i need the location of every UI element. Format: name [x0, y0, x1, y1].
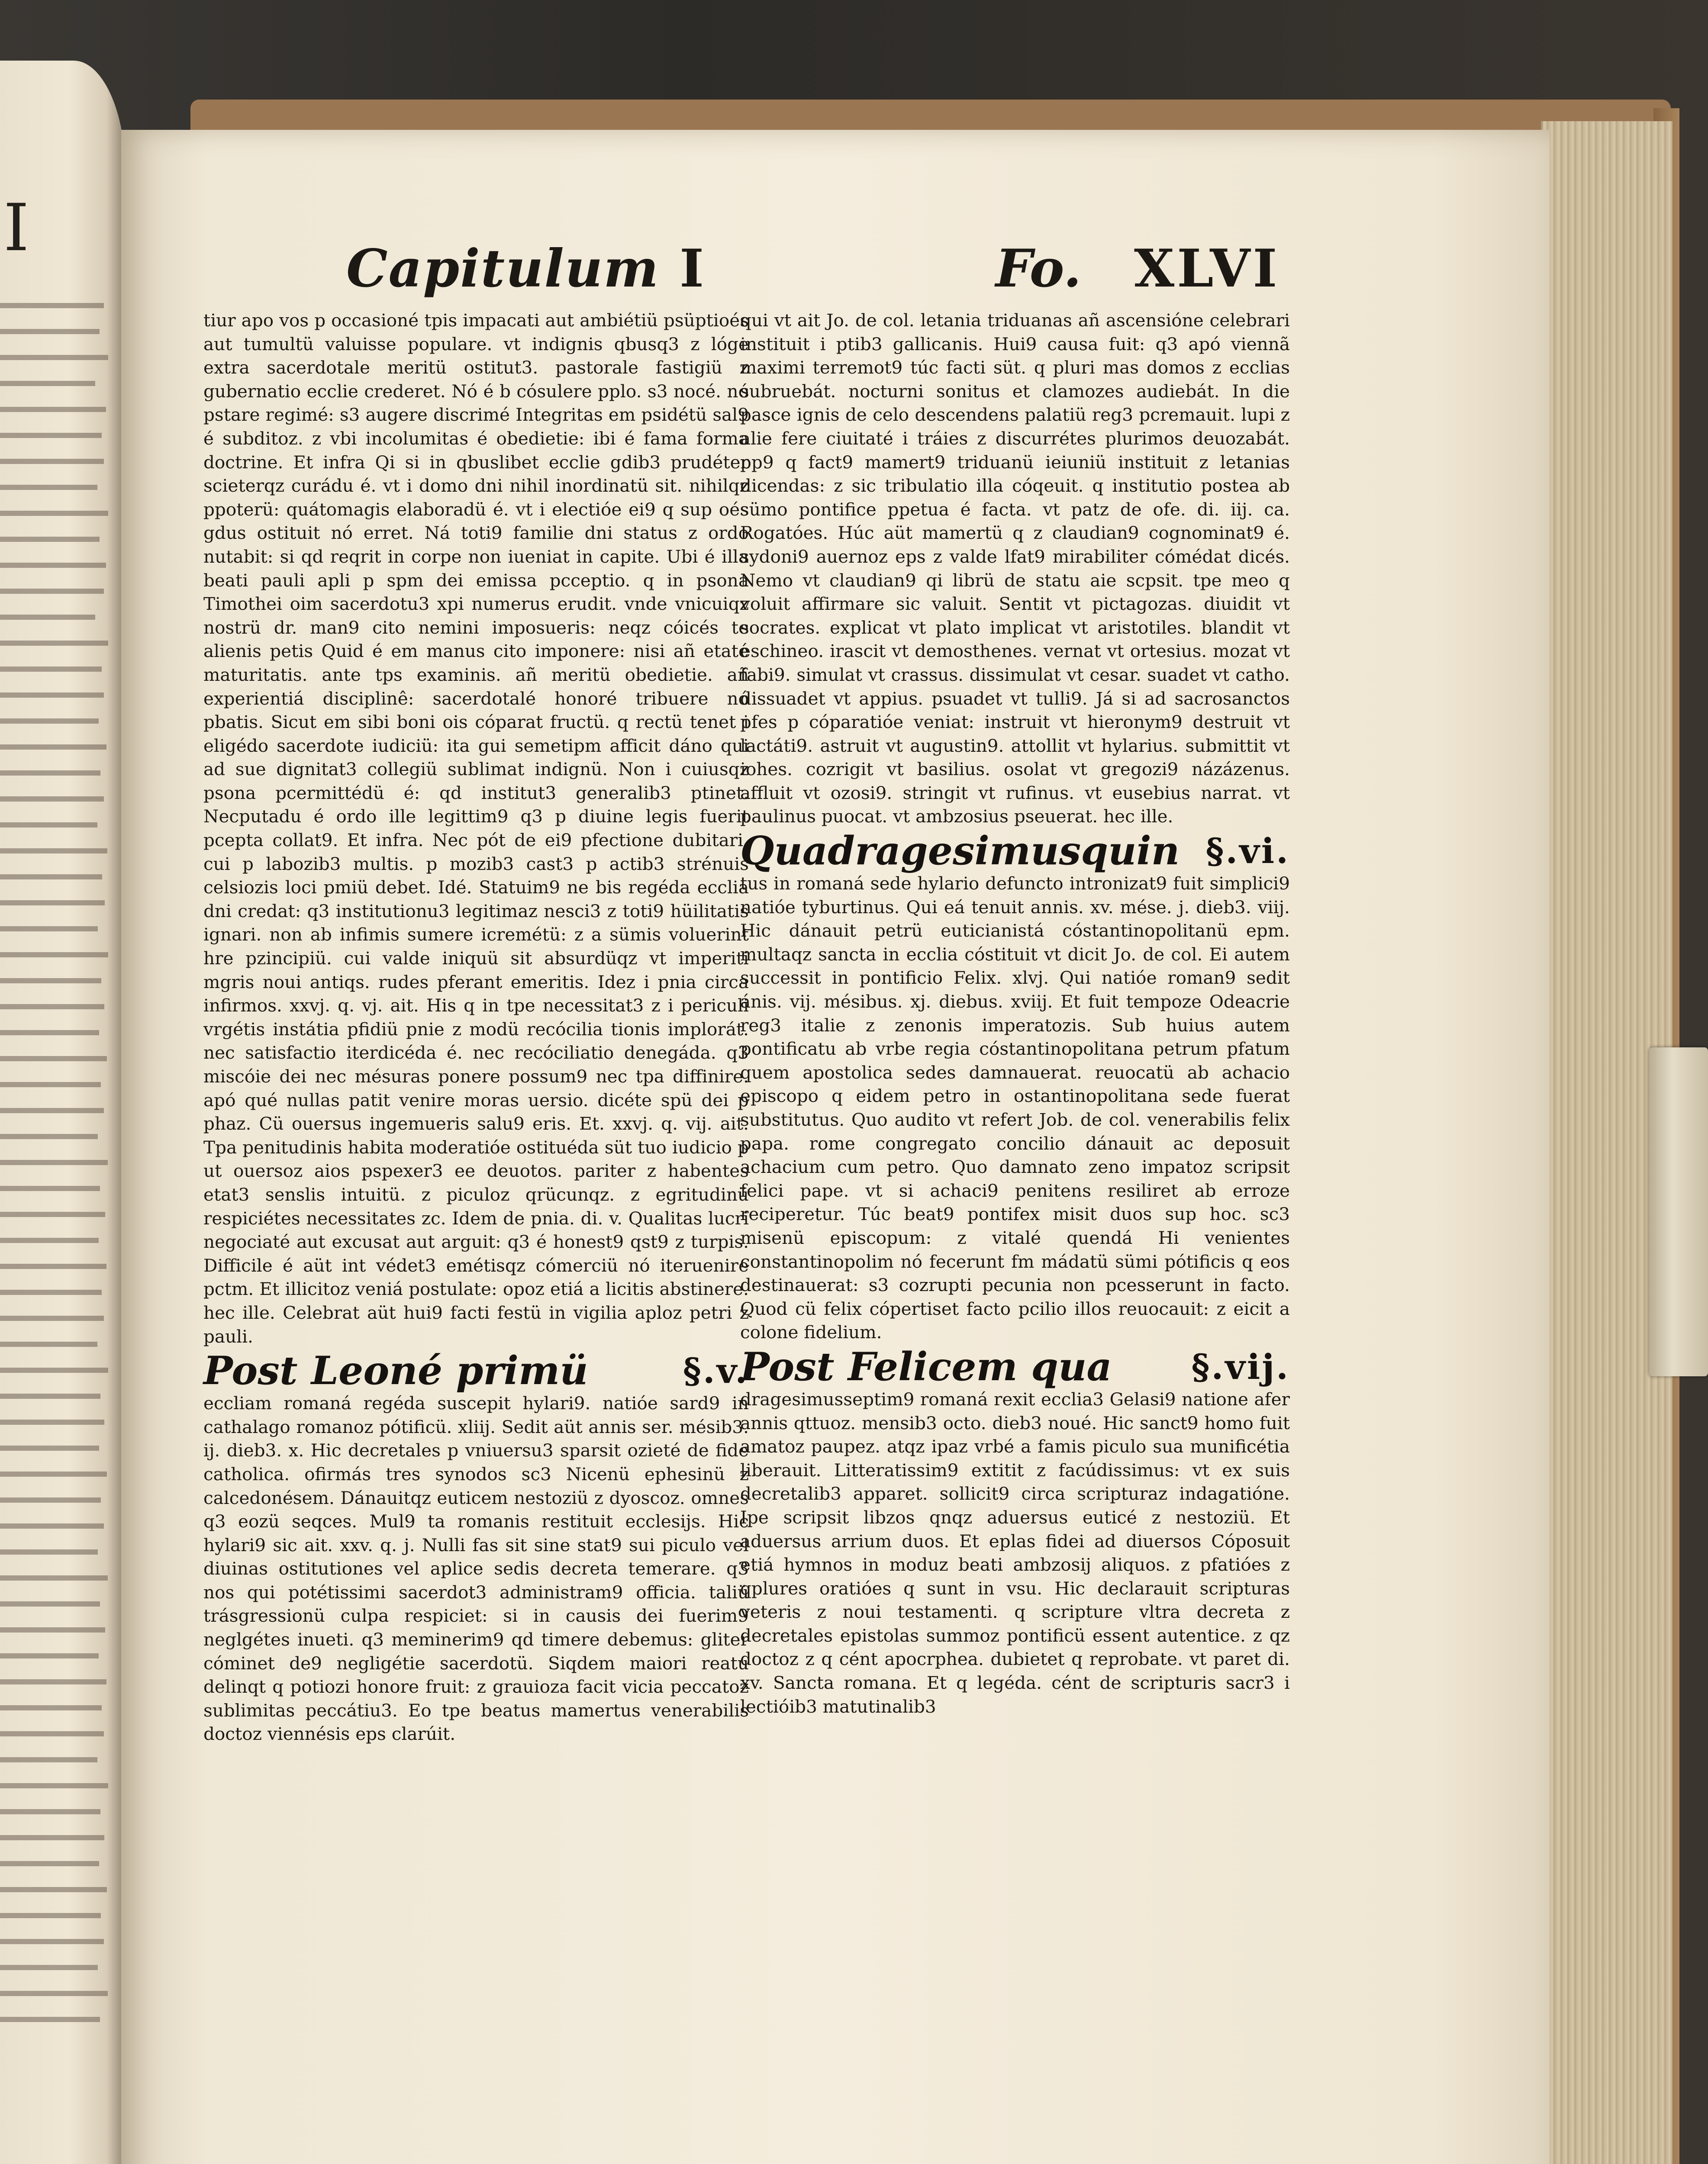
- section-heading-post-felicem: [740, 1343, 1290, 1390]
- running-head-folio-number: XLVI: [1134, 238, 1280, 299]
- right-paragraph-2: tus in romaná sede hylario defuncto intronizat9 fuit simplici9 natióe tyburtinus. Qui eá tenuit annis. xv. mése. j. dieb3. viij. Hic dánauit petrü euticianistá cóstantinopolitanü epm. multaqz sancta in ecclia cóstituit vt dicit Jo. de col. Ei autem successit in pontificio Felix. xlvj. Qui natióe roman9 sedit ánis. vij. mésibus. xj. diebus. xviij. Et fuit tempoze Odeacrie reg3 italie z zenonis imperatozis. Sub huius autem pontificatu ab vrbe regia cóstantinopolitana petrum pfatum quem apostolica sedes damnauerat. reuocatü ab achacio episcopo q eidem petro in ostantinopolitana sede fuerat substitutus. Quo audito vt refert Job. de col. venerabilis felix papa. rome congregato concilio dánauit ac deposuit achacium cum petro. Quo damnato zeno impatoz scripsit felici pape. vt si achaci9 penitens resiliret ab erroze reciperetur. Túc beat9 pontifex misit duos sup hoc. sc3 misenü episcopum: z vitalé quendá Hi venientes constantinopolim nó fecerunt fm mádatü sümi pótificis q eos destinauerat: s3 cozrupti pecunia non pcesserunt in facto. Quod cü felix cópertiset facto pcilio illos reuocauit: z eicit a colone fidelium.: [740, 873, 1290, 1343]
- section-mark: §.vi.: [1205, 831, 1290, 872]
- right-paragraph-3: dragesimusseptim9 romaná rexit ecclia3 Gelasi9 natione afer annis qttuoz. mensib3 octo. dieb3 noué. Hic sanct9 homo fuit amatoz paupez. atqz ipaz vrbé a famis piculo sua munificétia liberauit. Litteratissim9 extitit z facúdissimus: vt ex suis decretalib3 apparet. sollicit9 circa scripturaz indagatióne. Ipe scripsit libzos qnqz aduersus euticé z nestoziü. Et aduersus arrium duos. Et eplas fidei ad diuersos Cóposuit etiá hymnos in moduz beati ambzosij aliquos. z pfatióes z qplures oratióes q sunt in vsu. Hic declarauit scripturas veteris z noui testamenti. q scripture vltra decreta z decretales epistolas summoz pontificü essent autentice. z qz doctoz z q cént apocrphea. dubietet q reprobate. vt paret di. xv. Sancta romana. Et q legéda. cént de scripturis sacr3 i lectióib3 matutinalib3: [740, 1388, 1290, 1717]
- section-heading-quadragesimus: [740, 830, 1290, 872]
- previous-page-glyph: I: [3, 190, 29, 266]
- book-page: [121, 130, 1550, 2164]
- text-column-right: [740, 309, 1290, 1718]
- heading-text: Post Felicem qua: [740, 1343, 1112, 1390]
- running-head-chapter: Capitulum: [346, 238, 660, 299]
- page-tab-marker: [1649, 1047, 1708, 1376]
- section-mark: §.vij.: [1191, 1346, 1290, 1387]
- right-paragraph-1: qui vt ait Jo. de col. letania triduanas añ ascensióne celebrari instituit i ptib3 gallicanis. Hui9 causa fuit: q3 apó viennã maximi terremot9 túc facti süt. q pluri mas domos z ecclias subruebát. nocturni sonitus et clamozes audiebát. In die pasce ignis de celo descendens palatiü reg3 pcremauit. lupi z alie fere ciuitaté i tráies z discurrétes plurimos deuozabát. pp9 q fact9 mamert9 triduanü ieiuniü instituit z letanias dicendas: z sic tribulatio illa cóqeuit. q institutio postea ab sümo pontifice ppetua é facta. vt patz de ofe. di. iij. ca. Rogatóes. Húc aüt mamertü q z claudian9 cognominat9 é. sydoni9 auernoz eps z valde lfat9 mirabiliter cómédat dicés. Nemo vt claudian9 qi librü de statu aie scpsit. tpe meo q voluit affirmare sic valuit. Sentit vt pictagozas. diuidit vt socrates. explicat vt plato implicat vt aristotiles. blandit vt eschineo. irascit vt demosthenes. vernat vt ortesius. mozat vt fabi9. simulat vt crassus. dissimulat vt cesar. suadet vt catho. dissuadet vt appius. psuadet vt tulli9. Já si ad sacrosanctos pfes p cóparatióe veniat: instruit vt hieronym9 destruit vt lactáti9. astruit vt augustin9. attollit vt hylarius. submittit vt iohes. cozrigit vt basilius. osolat vt gregozi9 názázenus. affluit vt ozosi9. stringit vt rufinus. vt eusebius narrat. vt paulinus puocat. vt ambzosius pseuerat. hec ille.: [740, 310, 1290, 827]
- running-head-folio-label: Fo.: [996, 238, 1082, 299]
- heading-text: Post Leoné primü: [203, 1348, 588, 1394]
- section-mark: §.v.: [683, 1350, 749, 1391]
- section-heading-post-leone: [203, 1348, 749, 1394]
- running-head-chapter-number: I: [680, 238, 704, 299]
- heading-text: Quadragesimusquin: [740, 828, 1180, 874]
- text-column-left: [203, 309, 749, 1746]
- left-paragraph-2: eccliam romaná regéda suscepit hylari9. natióe sard9 in cathalago romanoz pótificü. xliij. Sedit aüt annis ser. mésib3. ij. dieb3. x. Hic decretales p vniuersu3 sparsit ozieté de fide catholica. ofirmás tres synodos sc3 Nicenü ephesinü z calcedonésem. Dánauitqz euticem nestoziü z dyoscoz. omnes q3 eozü seqces. Mul9 ta romanis restituit ecclesijs. Hic hylari9 sic ait. xxv. q. j. Nulli fas sit sine stat9 sui piculo vel diuinas ostitutiones vel aplice sedis decreta temerare. q3 nos qui potétissimi sacerdot3 administram9 officia. taliü trásgressionü culpa respiciet: si in causis dei fuerim9 neglgétes inueti. q3 meminerim9 qd timere debemus: gliter cóminet de9 negligétie sacerdotü. Siqdem maiori reatu delinqt q potiozi honore fruit: z grauioza facit vicia peccatoz sublimitas peccátiu3. Eo tpe beatus mamertus venerabilis doctoz viennésis eps clarúit.: [203, 1393, 749, 1745]
- previous-page: [0, 61, 126, 2164]
- left-paragraph-1: tiur apo vos p occasioné tpis impacati aut ambiétiü psüptioés aut tumultü valuisse populare. vt indignis qbusq3 z lóge extra sacerdotale meritü ostitut3. pastorale fastigiü z gubernatio ecclie crederet. Nó é b cósulere pplo. s3 nocé. nó pstare regimé: s3 augere discrimé Integritas em psidétü sal9 é subditoz. z vbi incolumitas é obedietie: ibi é fama forma doctrine. Et infra Qi si in qbuslibet ecclie gdib3 prudéter scieterqz curádu é. vt i domo dni nihil inordinatü sit. nihilqz ppoterü: quátomagis elaboradü é. vt i electióe ei9 q sup oés gdus ostituit nó erret. Ná toti9 familie dni status z ordo nutabit: si qd reqrit in corpe non iueniat in capite. Ubi é illa beati pauli apli p spm dei emissa pcceptio. q in psona Timothei oim sacerdotu3 xpi numerus erudit. vnde vnicuiqz nostrü dr. man9 cito nemini imposueris: neqz cóicés te alienis petis Quid é em manus cito imponere: nisi añ etaté maturitatis. ante tps examinis. añ meritü obedietie. añ experientiá disciplinê: sacerdotalé honoré tribuere nó pbatis. Sicut em sibi boni ois cóparat fructü. q rectü tenet i eligédo sacerdote iudiciü: ita gui semetipm afficit dáno qui ad sue dignitat3 collegiü sublimat indignü. Non i cuiusqz psona pcermittédü é: qd institut3 generalib3 ptinet. Necputadu é ordo ille legittim9 q3 p diuine legis fuerit pcepta collat9. Et infra. Nec pót de ei9 pfectione dubitari. cui p labozib3 multis. p mozib3 cast3 p actib3 strénuis celsiozis loci pmiü debet. Idé. Statuim9 ne bis regéda ecclia dni credat: q3 institutionu3 legitimaz nesci3 z toti9 hüilitatis ignari. non ab infimis sumere icremétü: z a sümis voluerint hre pzincipiü. cui valde iniquü sit absurdüqz vt imperiti mgris noui antiqs. rudes pferant emeritis. Idez i pnia circa infirmos. xxvj. q. vj. ait. His q in tpe necessitat3 z i periculi vrgétis instátia pfidiü pnie z modü recócilia tionis implorát. nec satisfactio iterdicéda é. nec recóciliatio denegáda. q3 miscóie dei nec mésuras ponere possum9 nec tpa diffinire. apó qué nullas patit venire moras uersio. dicéte spü dei p phaz. Cü ouersus ingemueris salu9 eris. Et. xxvj. q. vij. ait. Tpa penitudinis habita moderatióe ostituéda süt tuo iudicio p ut ouersoz aios pspexer3 ee deuotos. pariter z habentes etat3 senslis intuitü. z piculoz qrücunqz. z egritudinü respiciétes necessitates zc. Idem de pnia. di. v. Qualitas lucri negociaté aut excusat aut arguit: q3 é honest9 qst9 z turpis. Difficile é aüt int védet3 emétisqz cómerciü nó iteruenire pctm. Et illicitoz veniá postulate: opoz etiá a licitis abstinere. hec ille. Celebrat aüt hui9 facti festü in vigilia aploz petri z pauli.: [203, 310, 749, 1347]
